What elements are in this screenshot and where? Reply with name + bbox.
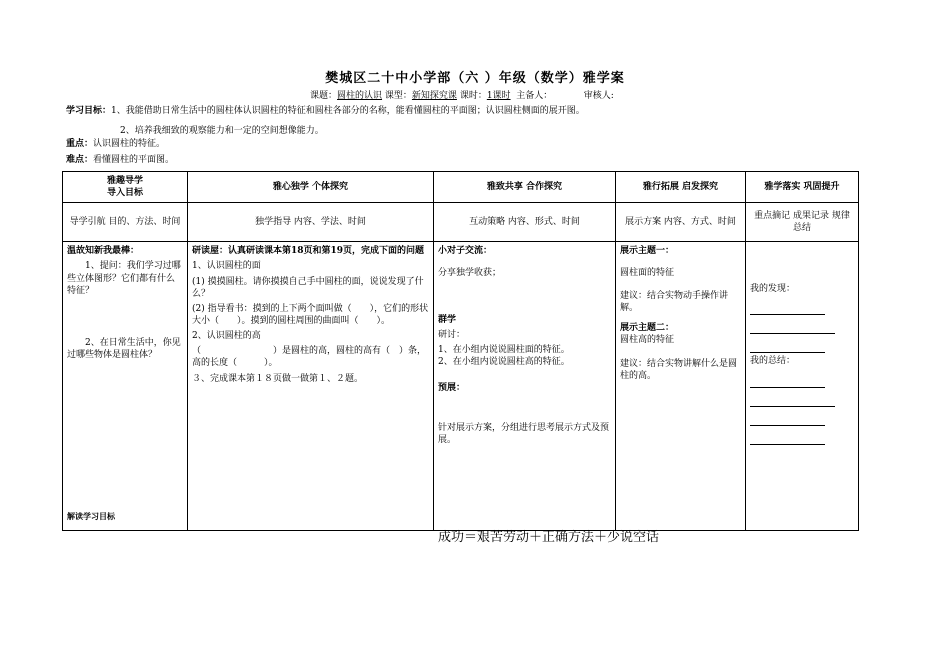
learning-goals bbox=[66, 105, 585, 117]
difficulty-label: 难点： bbox=[66, 155, 94, 165]
key-point-label: 重点： bbox=[66, 139, 94, 149]
goal-reading: 解读学习目标 bbox=[67, 511, 115, 522]
header-cell: 雅趣导学 导入目标 bbox=[63, 172, 188, 203]
presentation-cell bbox=[616, 242, 746, 531]
topic-two-text: 圆柱高的特征 bbox=[620, 334, 675, 345]
self-study-cell bbox=[188, 242, 434, 531]
difficulty-text: 看懂圆柱的平面图。 bbox=[93, 155, 175, 165]
header-cell: 雅行拓展 启发探究 bbox=[616, 172, 746, 203]
self-study-line: 2、认识圆柱的高 bbox=[192, 331, 261, 342]
page-title: 樊城区二十中小学部（六 ）年级（数学）雅学案 bbox=[325, 71, 625, 86]
header-row bbox=[63, 172, 859, 203]
key-point bbox=[66, 138, 165, 150]
summary-cell bbox=[746, 242, 859, 531]
topic-one-heading: 展示主题一： bbox=[620, 246, 675, 257]
motto: 成功＝艰苦劳动＋正确方法＋少说空话 bbox=[438, 530, 660, 545]
subheader-cell: 互动策略 内容、形式、时间 bbox=[434, 203, 616, 242]
answer-line bbox=[750, 409, 825, 426]
topic-two-heading: 展示主题二： bbox=[620, 322, 675, 333]
subheader-cell: 重点摘记 成果记录 规律总结 bbox=[746, 203, 859, 242]
answer-line bbox=[750, 390, 835, 407]
cooperation-cell bbox=[434, 242, 616, 531]
topic-one-tip: 建议：结合实物动手操作讲解。 bbox=[620, 290, 729, 313]
subheader-cell: 独学指导 内容、学法、时间 bbox=[188, 203, 434, 242]
header-cell: 雅致共享 合作探究 bbox=[434, 172, 616, 203]
lesson-meta bbox=[310, 90, 614, 102]
answer-line bbox=[750, 428, 825, 445]
reviewer-label: 审核人: bbox=[583, 91, 614, 101]
self-study-line: 1、认识圆柱的面 bbox=[192, 261, 261, 272]
topic-value: 圆柱的认识 bbox=[337, 91, 383, 101]
lesson-plan-table bbox=[62, 171, 859, 531]
answer-line bbox=[750, 317, 835, 334]
discussion-item: 2、在小组内说说圆柱高的特征。 bbox=[438, 356, 570, 367]
topic-one-text: 圆柱面的特征 bbox=[620, 268, 675, 279]
content-row bbox=[63, 242, 859, 531]
review-cell bbox=[63, 242, 188, 531]
topic-label: 课题： bbox=[310, 91, 338, 101]
my-findings-label: 我的发现： bbox=[750, 284, 796, 295]
review-question-2: 2、在日常生活中，你见过哪些物体是圆柱体？ bbox=[67, 337, 181, 360]
self-study-line: ３、完成课本第１８页做一做第１、２题。 bbox=[192, 373, 364, 384]
self-study-line: (1) 摸摸圆柱。请你摸摸自己手中圆柱的面，说说发现了什么？ bbox=[192, 276, 424, 299]
difficulty bbox=[66, 154, 174, 166]
share-text: 分享独学收获； bbox=[438, 268, 502, 279]
header-cell: 雅心独学 个体探究 bbox=[188, 172, 434, 203]
self-study-heading: 研读屋：认真研读课本第18页和第19页，完成下面的问题 bbox=[192, 246, 425, 257]
self-study-line: （ ）是圆柱的高，圆柱的高有（ ）条，高的长度（ ）。 bbox=[192, 346, 427, 369]
review-question-1: 1、提问：我们学习过哪些立体图形？它们都有什么特征？ bbox=[67, 261, 181, 296]
goal-2: 2、培养我细致的观察能力和一定的空间想像能力。 bbox=[120, 126, 324, 136]
header-cell: 雅学落实 巩固提升 bbox=[746, 172, 859, 203]
review-heading: 温故知新我最棒： bbox=[67, 246, 140, 257]
answer-line bbox=[750, 336, 825, 353]
my-summary-label: 我的总结： bbox=[750, 356, 796, 367]
group-study-heading: 群学 bbox=[438, 314, 457, 325]
preview-heading: 预展： bbox=[438, 383, 466, 394]
type-value: 新知探究课 bbox=[411, 91, 457, 101]
hours-value: 1课时 bbox=[486, 91, 511, 101]
topic-two-tip: 建议：结合实物讲解什么是圆柱的高。 bbox=[620, 359, 738, 382]
answer-line bbox=[750, 371, 825, 388]
answer-line bbox=[750, 298, 825, 315]
subheader-row bbox=[63, 203, 859, 242]
subheader-cell: 导学引航 目的、方法、时间 bbox=[63, 203, 188, 242]
type-label: 课型： bbox=[384, 91, 412, 101]
discussion-label: 研讨： bbox=[438, 329, 466, 340]
preparer-label: 主备人： bbox=[516, 91, 553, 101]
self-study-line: (2) 指导看书：摸到的上下两个面叫做（ ），它们的形状大小（ ）。摸到的圆柱周围的曲面叫（ ）。 bbox=[192, 303, 429, 326]
hours-label: 课时： bbox=[459, 91, 487, 101]
subheader-cell: 展示方案 内容、方式、时间 bbox=[616, 203, 746, 242]
key-point-text: 认识圆柱的特征。 bbox=[93, 139, 166, 149]
goal-1: 1、我能借助日常生活中的圆柱体认识圆柱的特征和圆柱各部分的名称，能看懂圆柱的平面图；认识圆柱侧面的展开图。 bbox=[111, 106, 585, 116]
discussion-item: 1、在小组内说说圆柱面的特征。 bbox=[438, 344, 570, 355]
pair-exchange-heading: 小对子交流： bbox=[438, 246, 493, 257]
goals-label: 学习目标： bbox=[66, 106, 112, 116]
preview-text: 针对展示方案，分组进行思考展示方式及预展。 bbox=[438, 423, 610, 446]
